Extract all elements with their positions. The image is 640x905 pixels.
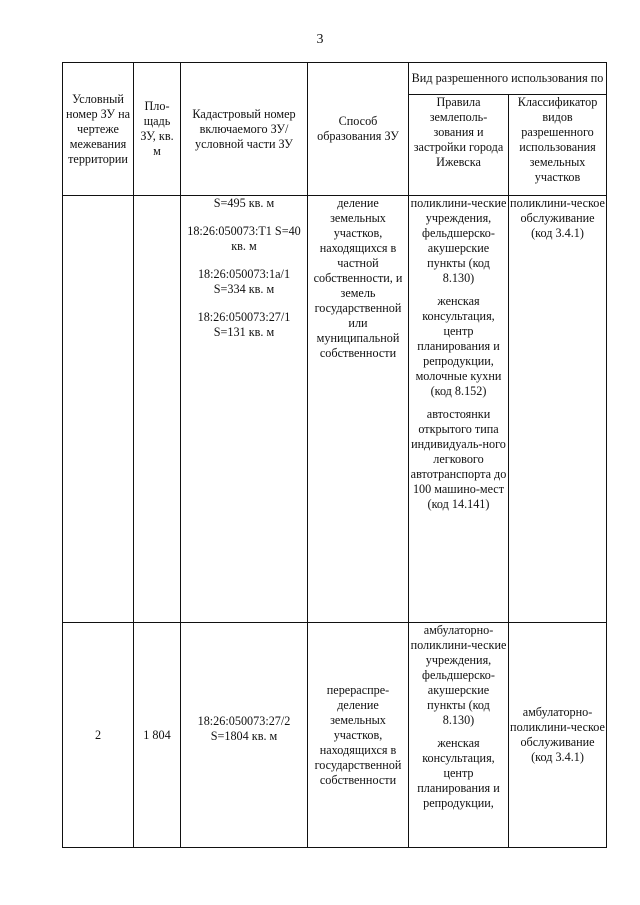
cell-cadastral: [181, 623, 308, 848]
header-permitted-use: Вид разрешенного использования по: [409, 63, 607, 95]
cell-area: 1 804: [134, 623, 181, 848]
page-number: 3: [316, 32, 324, 47]
table-row: [63, 623, 607, 848]
header-classifier: Классификатор видов разрешенного использования земельных участков: [509, 95, 607, 196]
cell-city-rules: [409, 196, 509, 623]
use-entry: поликлини-ческие учреждения, фельдшерско-акушерские пункты (код 8.130): [410, 196, 507, 285]
cadastral-entry: 18:26:050073:27/1 S=131 кв. м: [197, 310, 291, 339]
cell-formation-method: перераспре-деление земельных участков, находящихся в государственной собственности: [308, 623, 409, 848]
header-area: Пло-щадь ЗУ, кв. м: [134, 63, 181, 196]
cadastral-entry: 18:26:050073:1а/1 S=334 кв. м: [197, 267, 291, 296]
land-plots-table: [62, 62, 607, 848]
header-formation-method: Способ образования ЗУ: [308, 63, 409, 196]
table-row: [63, 196, 607, 623]
cadastral-entry: S=495 кв. м: [213, 196, 275, 210]
use-entry: автостоянки открытого типа индивидуаль-ного легкового автотранспорта до 100 машино-мест (код 14.141): [410, 407, 507, 511]
cell-cadastral: [181, 196, 308, 623]
cell-city-rules: [409, 623, 509, 848]
header-cadastral-number: Кадастровый номер включаемого ЗУ/ условной части ЗУ: [181, 63, 308, 196]
cell-plot-number: 2: [63, 623, 134, 848]
cell-plot-number: [63, 196, 134, 623]
cell-formation-method: деление земельных участков, находящихся в частной собственности, и земель государственной или муниципальной собственности: [308, 196, 409, 623]
use-entry: амбулаторно-поликлини-ческие учреждения, фельдшерско-акушерские пункты (код 8.130): [410, 623, 507, 727]
header-plot-number: Условный номер ЗУ на чертеже межевания территории: [63, 63, 134, 196]
header-city-rules: Правила землеполь-зования и застройки города Ижевска: [409, 95, 509, 196]
cell-classifier: поликлини-ческое обслуживание (код 3.4.1): [509, 196, 607, 623]
cell-area: [134, 196, 181, 623]
cadastral-entry: 18:26:050073:27/2 S=1804 кв. м: [197, 713, 291, 743]
use-entry: женская консультация, центр планирования и репродукции,: [417, 736, 500, 810]
cell-classifier: амбулаторно-поликлини-ческое обслуживание (код 3.4.1): [509, 623, 607, 848]
cadastral-entry: 18:26:050073:Т1 S=40 кв. м: [187, 224, 301, 253]
use-entry: женская консультация, центр планирования и репродукции, молочные кухни (код 8.152): [415, 294, 502, 398]
